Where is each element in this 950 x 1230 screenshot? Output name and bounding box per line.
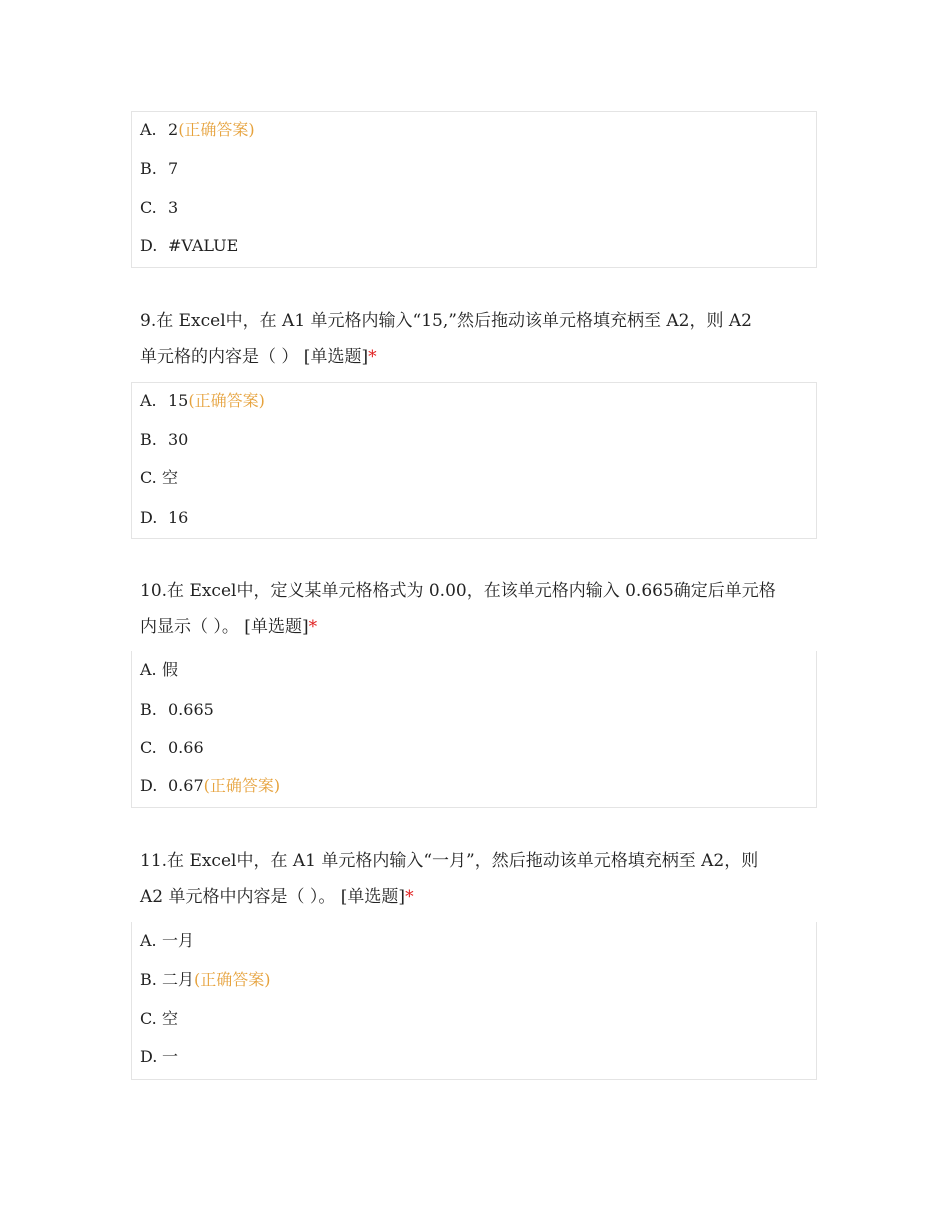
- required-star-icon: *: [405, 887, 414, 907]
- q8-option-b[interactable]: [140, 159, 178, 179]
- q10-options-box: [131, 651, 817, 808]
- q10-option-a[interactable]: [140, 660, 178, 680]
- q11-question-text-line1: 11.在 Excel中，在 A1 单元格内输入“一月”，然后拖动该单元格填充柄至 A2，则: [140, 851, 759, 871]
- option-text: 空: [162, 468, 179, 487]
- q11-option-a[interactable]: [140, 931, 194, 951]
- q8-option-a[interactable]: [140, 120, 255, 140]
- correct-answer-marker: (正确答案): [188, 391, 265, 410]
- q10-option-c[interactable]: [140, 738, 204, 758]
- q8-option-c[interactable]: [140, 198, 178, 218]
- correct-answer-marker: (正确答案): [178, 120, 255, 139]
- q9-options-box: [131, 382, 817, 539]
- option-text: 一: [162, 1047, 179, 1066]
- q11-question-text-line2: [140, 886, 414, 908]
- option-text: 15: [168, 391, 189, 410]
- option-text: 0.67: [168, 776, 204, 795]
- q10-question-text-line1: 10.在 Excel中，定义某单元格格式为 0.00，在该单元格内输入 0.665确定后单元格: [140, 581, 776, 601]
- option-text: 假: [162, 660, 179, 679]
- option-letter: B.: [140, 430, 157, 449]
- q9-question-text: 单元格的内容是（ ） [单选题]: [140, 347, 369, 367]
- q11-options-box: [131, 922, 817, 1080]
- option-text: 二月: [162, 970, 195, 989]
- q8-option-d[interactable]: [140, 236, 238, 256]
- q8-options-box: [131, 111, 817, 268]
- q10-question-text: 内显示（ ）。 [单选题]: [140, 617, 309, 637]
- option-letter: A.: [140, 391, 157, 410]
- q10-option-b[interactable]: [140, 700, 214, 720]
- q11-option-d[interactable]: [140, 1047, 178, 1067]
- option-text: 空: [162, 1009, 179, 1028]
- option-letter: C.: [140, 738, 157, 757]
- q9-question-text-line2: [140, 346, 377, 368]
- q11-option-c[interactable]: [140, 1009, 178, 1029]
- option-letter: D.: [140, 236, 158, 255]
- q11-question-text: A2 单元格中内容是（ ）。 [单选题]: [140, 887, 406, 907]
- q9-option-c[interactable]: [140, 468, 178, 488]
- option-letter: D.: [140, 508, 158, 527]
- option-letter: A.: [140, 120, 157, 139]
- q9-option-d[interactable]: [140, 508, 188, 528]
- correct-answer-marker: (正确答案): [203, 776, 281, 795]
- option-text: 0.665: [168, 700, 214, 719]
- option-letter: B.: [140, 700, 157, 719]
- correct-answer-marker: (正确答案): [194, 970, 271, 989]
- option-letter: D.: [140, 1047, 158, 1066]
- option-text: #VALUE: [168, 236, 239, 255]
- q9-option-a[interactable]: [140, 391, 265, 411]
- option-letter: A.: [140, 931, 157, 950]
- q9-question-text-line1: 9.在 Excel中，在 A1 单元格内输入“15,”然后拖动该单元格填充柄至 A2，则 A2: [140, 311, 752, 331]
- option-letter: B.: [140, 159, 157, 178]
- option-letter: C.: [140, 1009, 157, 1028]
- option-text: 30: [168, 430, 189, 449]
- q11-option-b[interactable]: [140, 970, 271, 990]
- option-text: 一月: [162, 931, 195, 950]
- required-star-icon: *: [368, 347, 377, 367]
- option-text: 16: [168, 508, 189, 527]
- q10-option-d[interactable]: [140, 776, 280, 796]
- option-text: 0.66: [168, 738, 204, 757]
- q9-option-b[interactable]: [140, 430, 188, 450]
- required-star-icon: *: [308, 617, 318, 637]
- option-letter: D.: [140, 776, 158, 795]
- option-letter: B.: [140, 970, 157, 989]
- option-letter: A.: [140, 660, 157, 679]
- option-text: 2: [168, 120, 179, 139]
- option-text: 3: [168, 198, 179, 217]
- q10-question-text-line2: [140, 616, 317, 638]
- option-letter: C.: [140, 198, 157, 217]
- option-letter: C.: [140, 468, 157, 487]
- option-text: 7: [168, 159, 179, 178]
